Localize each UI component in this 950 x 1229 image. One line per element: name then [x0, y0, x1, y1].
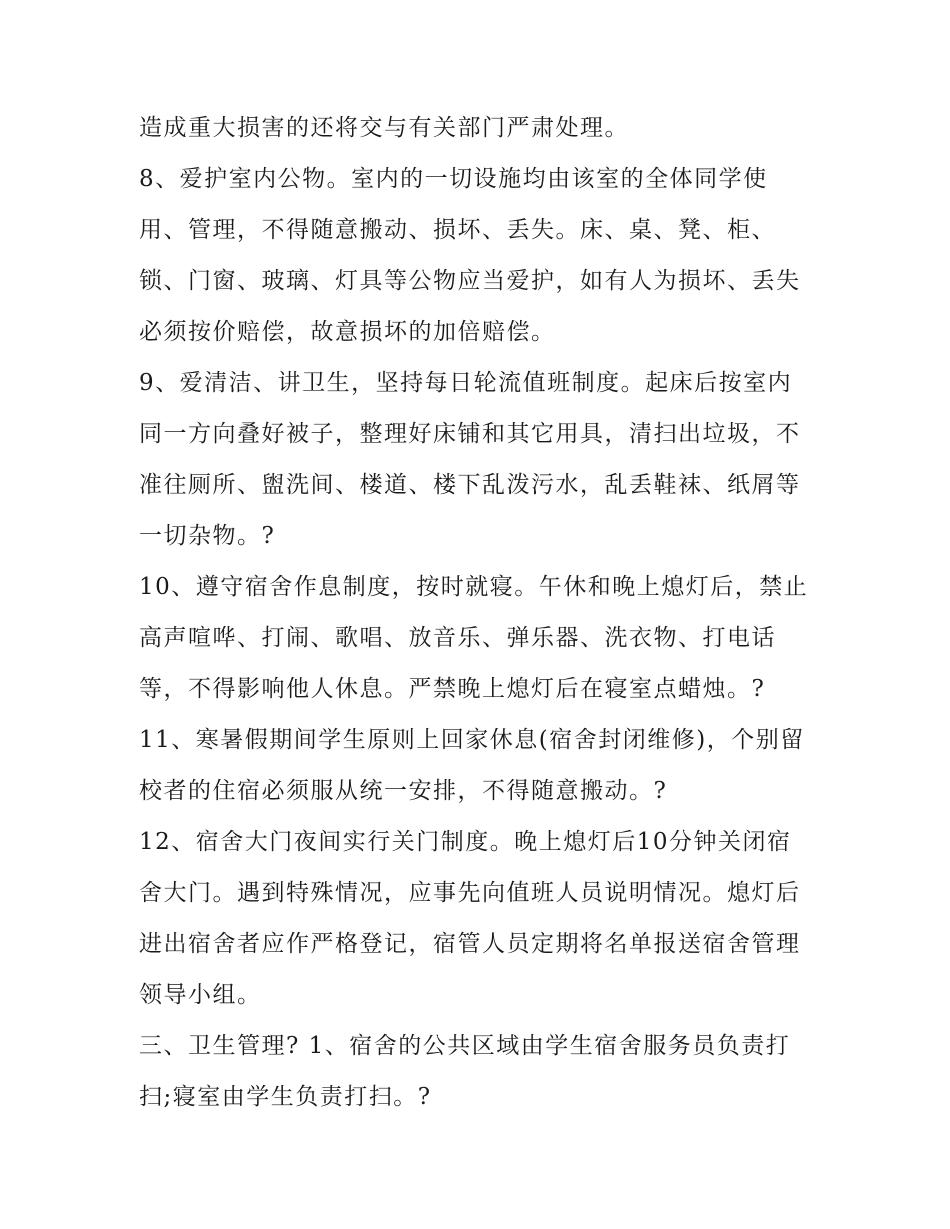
text-line: 锁、门窗、玻璃、灯具等公物应当爱护，如有人为损坏、丢失: [139, 268, 801, 294]
text-line: 三、卫生管理? 1、宿舍的公共区域由学生宿舍服务员负责打: [139, 1033, 791, 1059]
text-line: 8、爱护室内公物。室内的一切设施均由该室的全体同学使: [139, 166, 768, 192]
text-line: 等，不得影响他人休息。严禁晚上熄灯后在寝室点蜡烛。?: [139, 676, 766, 702]
text-line: 校者的住宿必须服从统一安排，不得随意搬动。?: [139, 778, 668, 804]
text-line: 11、寒暑假期间学生原则上回家休息(宿舍封闭维修)，个别留: [139, 727, 805, 753]
text-line: 准往厕所、盥洗间、楼道、楼下乱泼污水，乱丢鞋袜、纸屑等: [139, 472, 801, 498]
text-line: 必须按价赔偿，故意损坏的加倍赔偿。: [139, 319, 556, 345]
text-line: 9、爱清洁、讲卫生，坚持每日轮流值班制度。起床后按室内: [139, 370, 793, 396]
text-line: 12、宿舍大门夜间实行关门制度。晚上熄灯后10分钟关闭宿: [139, 829, 792, 855]
text-line: 10、遵守宿舍作息制度，按时就寝。午休和晚上熄灯后，禁止: [139, 574, 809, 600]
text-line: 扫;寝室由学生负责打扫。?: [139, 1084, 432, 1110]
text-line: 舍大门。遇到特殊情况，应事先向值班人员说明情况。熄灯后: [139, 880, 801, 906]
text-line: 进出宿舍者应作严格登记，宿管人员定期将名单报送宿舍管理: [139, 931, 801, 957]
text-line: 造成重大损害的还将交与有关部门严肃处理。: [139, 115, 629, 141]
text-line: 高声喧哗、打闹、歌唱、放音乐、弹乐器、洗衣物、打电话: [139, 625, 776, 651]
text-line: 用、管理，不得随意搬动、损坏、丢失。床、桌、凳、柜、: [139, 217, 776, 243]
text-line: 同一方向叠好被子，整理好床铺和其它用具，清扫出垃圾，不: [139, 421, 801, 447]
text-line: 领导小组。: [139, 982, 262, 1008]
text-line: 一切杂物。?: [139, 523, 276, 549]
